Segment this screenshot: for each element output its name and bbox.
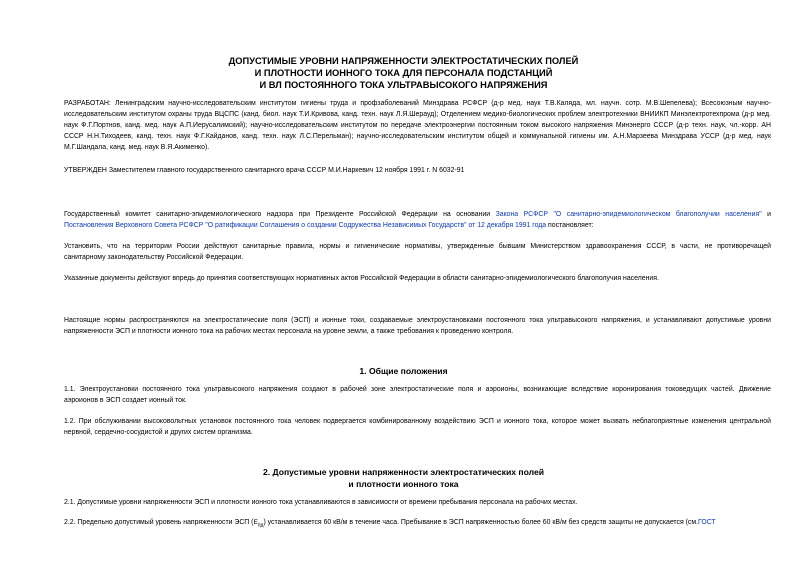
section-2-paragraph-2 — [64, 517, 771, 531]
approved-paragraph — [64, 165, 771, 176]
committee-text-end: и — [761, 211, 771, 218]
effect-paragraph — [64, 273, 771, 284]
s1p1-line-2: аэроионов в ЭСП создает ионный ток. — [64, 397, 187, 404]
scope-line-1: Настоящие нормы распространяются на электростатические поля (ЭСП) и ионные токи, создаваемые электроустановками постоянного тока ультравысокого напряжения, и устанавливают допустимые уровни — [64, 317, 771, 324]
field-strength-symbol — [253, 517, 263, 531]
establish-paragraph — [64, 241, 771, 263]
approved-line: УТВЕРЖДЕН Заместителем главного государственного санитарного врача СССР М.И.Наркевич 12 ноября 1991 г. N 6032-91 — [64, 167, 465, 174]
developed-line-1: РАЗРАБОТАН: Ленинградским научно-исследовательским институтом гигиены труда и профзаболеваний Минздрава РСФСР (д-р мед. наук Т.В.Калядa, мл. научн. сотр. М.В.Шепелева); Всесоюзным научно- — [64, 100, 771, 107]
developed-line-3: наук Ф.Г.Портнов, канд. мед. наук А.П.Иерусалимский); научно-исследовательским институтом по передаче электроэнергии постоянным током высокого напряжения Минэнерго СССР (д-р техн. наук, чл.-корр. АН — [64, 122, 771, 129]
section-1-paragraph-2 — [64, 416, 771, 438]
scope-line-2: напряженности ЭСП и плотности ионного тока на рабочих местах персонала на уровне земли, а также требования к проведению контроля. — [64, 328, 514, 335]
s1p2-line-2: нервной, сердечно-сосудистой и других систем организма. — [64, 429, 253, 436]
title-line-1: ДОПУСТИМЫЕ УРОВНИ НАПРЯЖЕННОСТИ ЭЛЕКТРОСТАТИЧЕСКИХ ПОЛЕЙ — [228, 56, 579, 66]
title-line-3: И ВЛ ПОСТОЯННОГО ТОКА УЛЬТРАВЫСОКОГО НАПРЯЖЕНИЯ — [259, 80, 548, 90]
developed-line-2: исследовательским институтом охраны труда ВЦСПС (канд. биол. наук Т.И.Кривова, канд. техн. наук Л.Я.Шерауд); Отделением медико-биологических проблем электротехники ВНИИКП Минэлектротехпрома (д-р мед. — [64, 111, 771, 118]
committee-decree-text: постановляет: — [546, 222, 594, 229]
document-title — [0, 55, 807, 91]
developed-line-5: М.Г.Шандала, канд. мед. наук В.Я.Акименко). — [64, 144, 210, 151]
resolution-link[interactable]: Постановления Верховного Совета РСФСР "О ратификации Соглашения о создании Содружества Независимых Государств" от 12 декабря 1991 года — [64, 222, 547, 229]
effect-line: Указанные документы действуют впредь до принятия соответствующих нормативных актов Российской Федерации в области санитарно-эпидемиологического благополучия населения. — [64, 275, 659, 282]
committee-line-1 — [64, 209, 771, 220]
symbol-e: E — [253, 519, 258, 526]
section-2-heading-line-1: 2. Допустимые уровни напряженности электростатических полей — [262, 467, 545, 477]
committee-paragraph — [64, 209, 771, 231]
developed-line-4: СССР Н.Н.Тиходеев, канд. техн. наук Ф.Г.Кайданов, канд. техн. наук Л.С.Перельман); научно-исследовательским институтом общей и коммунальной гигиены им. А.Н.Марзеева Минздрава УССР (д-р мед. наук — [64, 133, 771, 140]
section-1-paragraph-1 — [64, 384, 771, 406]
s2p2-text-end: ) устанавливается 60 кВ/м в течение часа. Пребывание в ЭСП напряженностью более 60 кВ/м без средств защиты не допускается (см. — [263, 519, 698, 526]
s1p1-line-1: 1.1. Электроустановки постоянного тока ультравысокого напряжения создают в рабочей зоне электростатические поля и аэроионы, возникающие вследствие коронирования токоведущих частей. Движение — [64, 386, 771, 393]
s2p2-text-start: 2.2. Предельно допустимый уровень напряженности ЭСП ( — [64, 519, 254, 526]
title-line-2: И ПЛОТНОСТИ ИОННОГО ТОКА ДЛЯ ПЕРСОНАЛА ПОДСТАНЦИЙ — [254, 68, 553, 78]
gost-link[interactable]: ГОСТ — [697, 519, 716, 526]
committee-text: Государственный комитет санитарно-эпидемиологического надзора при Президенте Российской Федерации на основании — [64, 211, 496, 218]
s2p1-line: 2.1. Допустимые уровни напряженности ЭСП и плотности ионного тока устанавливаются в зависимости от времени пребывания персонала на рабочих местах. — [64, 499, 578, 506]
s2p2-line — [64, 517, 771, 531]
law-link[interactable]: Закона РСФСР "О санитарно-эпидемиологическом благополучии населения" — [495, 211, 762, 218]
scope-paragraph — [64, 315, 771, 337]
section-2-heading-line-2: и плотности ионного тока — [348, 479, 459, 489]
developed-paragraph — [64, 98, 771, 153]
section-2-heading — [0, 466, 807, 490]
symbol-subscript: пд — [257, 522, 264, 529]
establish-line-2: санитарному законодательству Российской Федерации. — [64, 254, 244, 261]
establish-line-1: Установить, что на территории России действуют санитарные правила, нормы и гигиенические нормативы, утвержденные бывшим Министерством здравоохранения СССР, в части, не противоречащей — [64, 243, 771, 250]
section-1-heading: 1. Общие положения — [359, 366, 448, 376]
section-2-paragraph-1 — [64, 497, 771, 508]
committee-line-2 — [64, 220, 771, 231]
s1p2-line-1: 1.2. При обслуживании высоковольтных установок постоянного тока человек подвергается комбинированному воздействию ЭСП и ионного тока, которое может вызвать неблагоприятные изменения центральной — [64, 418, 771, 425]
